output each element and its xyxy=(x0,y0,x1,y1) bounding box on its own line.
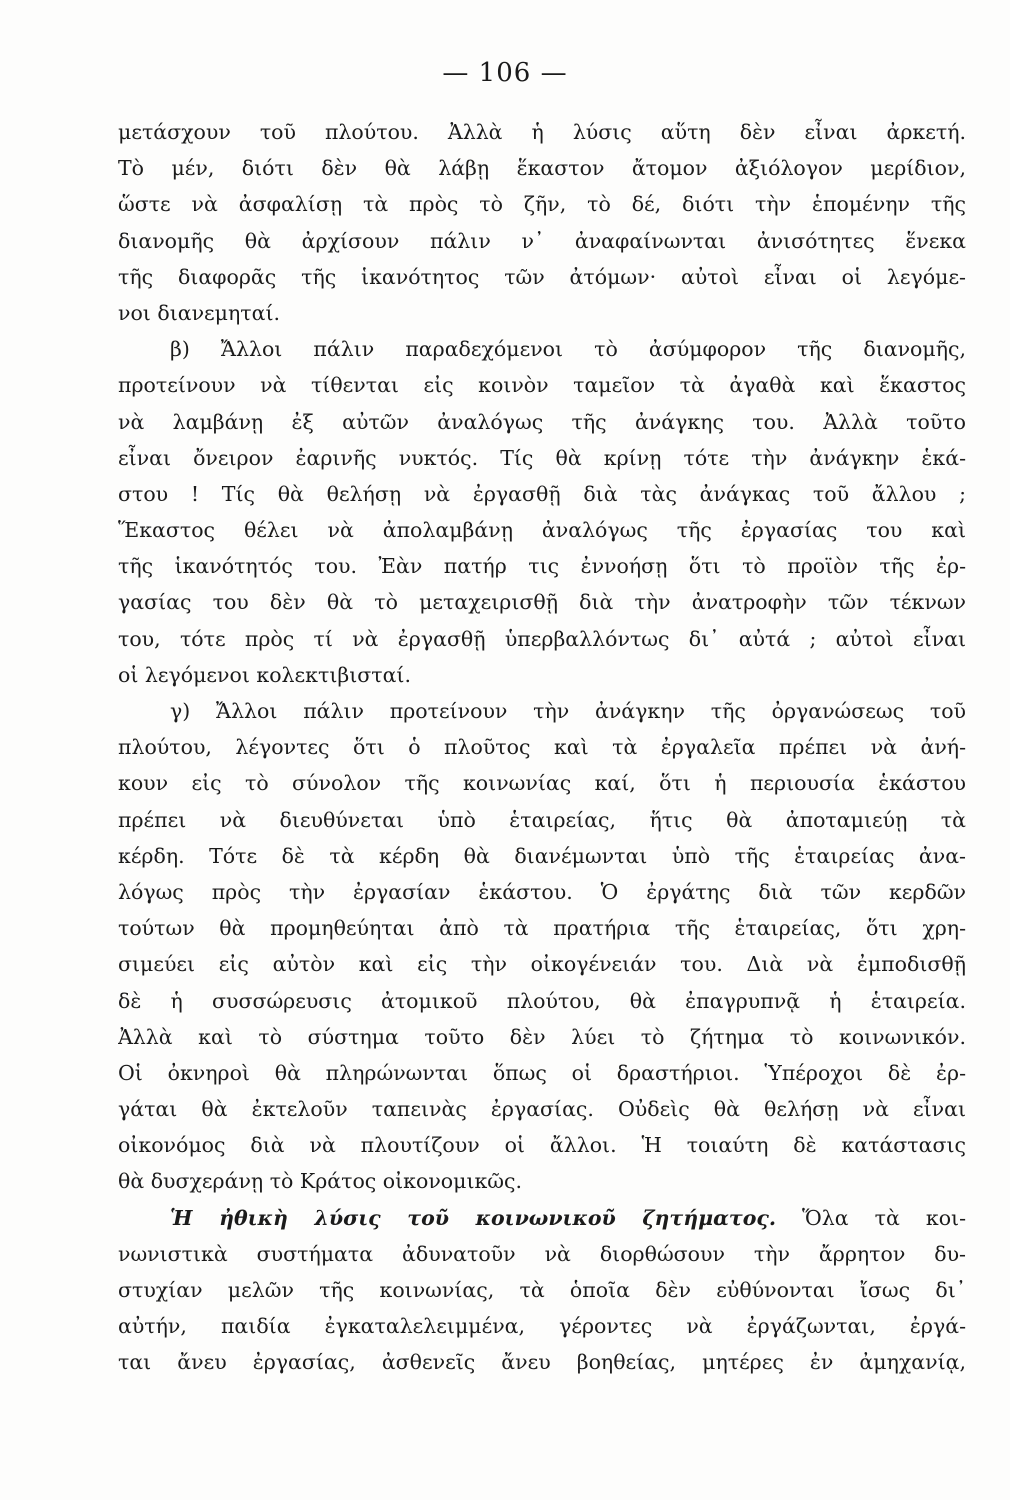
text-line: προτείνουν νὰ τίθενται εἰς κοινὸν ταμεῖον τὰ ἀγαθὰ καὶ ἕκαστος xyxy=(118,373,966,398)
text-line: πρέπει νὰ διευθύνεται ὑπὸ ἑταιρείας, ἥτις θὰ ἀποταμιεύῃ τὰ xyxy=(118,807,966,832)
text-line: τούτων θὰ προμηθεύηται ἀπὸ τὰ πρατήρια τῆς ἑταιρείας, ὅτι χρη- xyxy=(118,916,966,941)
text-line: στυχίαν μελῶν τῆς κοινωνίας, τὰ ὁποῖα δὲν εὐθύνονται ἴσως δι᾿ xyxy=(118,1278,966,1302)
text-line: του, τότε πρὸς τί νὰ ἐργασθῇ ὑπερβαλλόντως δι᾿ αὐτά ; αὐτοὶ εἶναι xyxy=(118,626,966,651)
text-line: οἰκονόμος διὰ νὰ πλουτίζουν οἱ ἄλλοι. Ἡ τοιαύτη δὲ κατάστασις xyxy=(118,1133,966,1158)
text-line: Τὸ μέν, διότι δὲν θὰ λάβῃ ἕκαστον ἄτομον ἀξιόλογον μερίδιον, xyxy=(118,156,966,181)
text-line: γάται θὰ ἐκτελοῦν ταπεινὰς ἐργασίας. Οὐδεὶς θὰ θελήσῃ νὰ εἶναι xyxy=(118,1097,966,1122)
text-line: τῆς διαφορᾶς τῆς ἱκανότητος τῶν ἀτόμων· αὐτοὶ εἶναι οἱ λεγόμε- xyxy=(118,264,966,289)
text-line: διανομῆς θὰ ἀρχίσουν πάλιν ν᾿ ἀναφαίνωνται ἀνισότητες ἕνεκα xyxy=(118,228,966,253)
text-line: οἱ λεγόμενοι κολεκτιβισταί. xyxy=(118,662,411,687)
body-text xyxy=(118,114,966,1381)
text-line: πλούτου, λέγοντες ὅτι ὁ πλοῦτος καὶ τὰ ἐργαλεῖα πρέπει νὰ ἀνή- xyxy=(118,735,966,760)
text-line: β) Ἄλλοι πάλιν παραδεχόμενοι τὸ ἀσύμφορον τῆς διανομῆς, xyxy=(170,337,966,362)
section-heading-line xyxy=(118,1200,966,1236)
text-line: ὥστε νὰ ἀσφαλίσῃ τὰ πρὸς τὸ ζῆν, τὸ δέ, διότι τὴν ἑπομένην τῆς xyxy=(118,192,966,217)
text-line: νοι διανεμηταί. xyxy=(118,300,281,325)
section-heading: Ἡ ἠθικὴ λύσις τοῦ κοινωνικοῦ ζητήματος. xyxy=(170,1205,776,1230)
text-line: Ἕκαστος θέλει νὰ ἀπολαμβάνῃ ἀναλόγως τῆς ἐργασίας του καὶ xyxy=(118,518,966,543)
text-line: θὰ δυσχεράνῃ τὸ Κράτος οἰκονομικῶς. xyxy=(118,1169,523,1194)
text-line: κουν εἰς τὸ σύνολον τῆς κοινωνίας καί, ὅτι ἡ περιουσία ἑκάστου xyxy=(118,771,966,796)
text-line: ται ἄνευ ἐργασίας, ἀσθενεῖς ἄνευ βοηθείας, μητέρες ἐν ἀμηχανίᾳ, xyxy=(118,1350,966,1375)
text-line: μετάσχουν τοῦ πλούτου. Ἀλλὰ ἡ λύσις αὕτη δὲν εἶναι ἀρκετή. xyxy=(118,120,966,144)
text-line: τῆς ἱκανότητός του. Ἐὰν πατήρ τις ἐννοήσῃ ὅτι τὸ προϊὸν τῆς ἐρ- xyxy=(118,554,966,579)
text-line: εἶναι ὄνειρον ἐαρινῆς νυκτός. Τίς θὰ κρίνῃ τότε τὴν ἀνάγκην ἑκά- xyxy=(118,445,966,470)
paragraph-lines xyxy=(118,114,966,1200)
text-line: σιμεύει εἰς αὐτὸν καὶ εἰς τὴν οἰκογένειάν του. Διὰ νὰ ἐμποδισθῇ xyxy=(118,952,966,977)
text-line: Οἱ ὀκνηροὶ θὰ πληρώνωνται ὅπως οἱ δραστήριοι. Ὑπέροχοι δὲ ἐρ- xyxy=(118,1060,966,1085)
text-line: δὲ ἡ συσσώρευσις ἀτομικοῦ πλούτου, θὰ ἐπαγρυπνᾷ ἡ ἑταιρεία. xyxy=(118,988,966,1013)
text-line: νὰ λαμβάνῃ ἐξ αὐτῶν ἀναλόγως τῆς ἀνάγκης του. Ἀλλὰ τοῦτο xyxy=(118,409,966,434)
text-line: νωνιστικὰ συστήματα ἀδυνατοῦν νὰ διορθώσουν τὴν ἄρρητον δυ- xyxy=(118,1241,966,1266)
final-paragraph-lines xyxy=(118,1236,966,1381)
text-line: γ) Ἄλλοι πάλιν προτείνουν τὴν ἀνάγκην τῆς ὀργανώσεως τοῦ xyxy=(170,699,966,723)
heading-line-rest: Ὅλα τὰ κοι- xyxy=(776,1205,966,1230)
page-number: — 106 — xyxy=(442,58,568,88)
text-line: γασίας του δὲν θὰ τὸ μεταχειρισθῇ διὰ τὴν ἀνατροφὴν τῶν τέκνων xyxy=(118,590,966,615)
text-line: κέρδη. Τότε δὲ τὰ κέρδη θὰ διανέμωνται ὑπὸ τῆς ἑταιρείας ἀνα- xyxy=(118,843,966,868)
text-line: αὐτήν, παιδία ἐγκαταλελειμμένα, γέροντες νὰ ἐργάζωνται, ἐργά- xyxy=(118,1314,966,1339)
text-line: Ἀλλὰ καὶ τὸ σύστημα τοῦτο δὲν λύει τὸ ζήτημα τὸ κοινωνικόν. xyxy=(118,1024,966,1049)
text-line: στου ! Τίς θὰ θελήσῃ νὰ ἐργασθῇ διὰ τὰς ἀνάγκας τοῦ ἄλλου ; xyxy=(118,481,966,506)
text-line: λόγως πρὸς τὴν ἐργασίαν ἑκάστου. Ὁ ἐργάτης διὰ τῶν κερδῶν xyxy=(118,879,966,904)
